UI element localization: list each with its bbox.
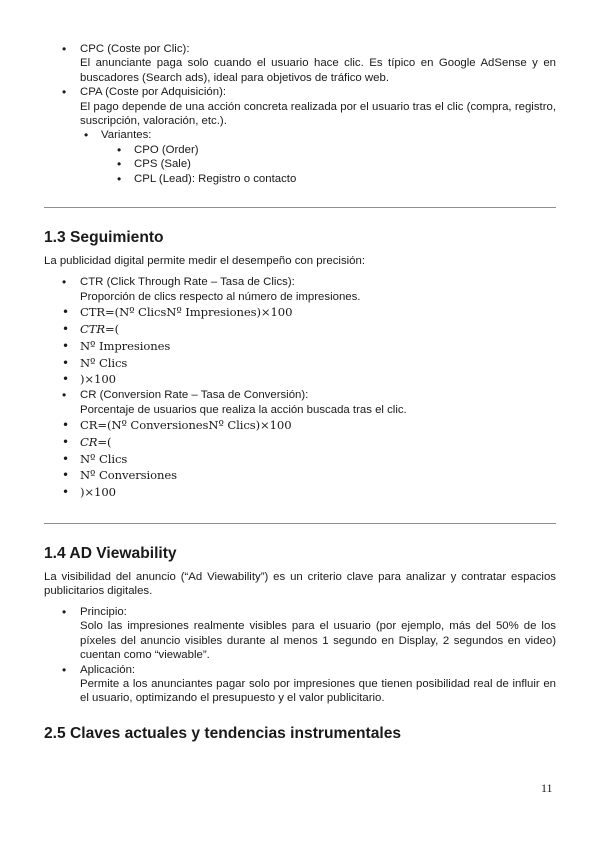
ctr-formula-fragment: • )×100	[44, 371, 556, 388]
section-divider	[44, 523, 556, 524]
aplicacion-term: Aplicación:	[80, 663, 136, 676]
ctr-formula-fragment: • Nº Clics	[44, 355, 556, 372]
cr-paren: =(	[97, 434, 112, 449]
pricing-model-list	[44, 42, 556, 186]
cpa-description: El pago depende de una acción concreta realizada por el usuario tras el clic (compra, registro, suscripción, valoración, etc.).	[80, 100, 556, 128]
cr-term: CR (Conversion Rate – Tasa de Conversión):	[80, 389, 309, 402]
cr-formula-fragment	[44, 434, 556, 451]
list-item-cpc	[44, 42, 556, 85]
cr-description: Porcentaje de usuarios que realiza la acción buscada tras el clic.	[80, 403, 407, 416]
ctr-description: Proporción de clics respecto al número de impresiones.	[80, 290, 361, 303]
variants-list	[80, 128, 556, 186]
principio-term: Principio:	[80, 605, 127, 618]
viewability-list	[44, 605, 556, 706]
ctr-italic-symbol: CTR	[80, 322, 106, 337]
ctr-paren: =(	[105, 322, 120, 337]
document-page	[44, 42, 556, 744]
list-item-cr	[44, 388, 556, 417]
section-divider	[44, 207, 556, 208]
cr-italic-symbol: CR	[80, 434, 98, 449]
section-1-4-intro: La visibilidad del anuncio (“Ad Viewability”) es un criterio clave para analizar y contratar espacios publicitarios digitales.	[44, 571, 556, 598]
cr-formula-fragment: • )×100	[44, 484, 556, 501]
cr-formula-fragment: • Nº Conversiones	[44, 467, 556, 484]
cr-formula-fragment: • Nº Clics	[44, 451, 556, 468]
ctr-formula: • CTR=(Nº ClicsNº Impresiones)×100	[44, 304, 556, 321]
ctr-formula-fragment	[44, 321, 556, 338]
cpa-term: CPA (Coste por Adquisición):	[80, 86, 227, 99]
metrics-list	[44, 275, 556, 501]
cr-formula: • CR=(Nº ConversionesNº Clics)×100	[44, 417, 556, 434]
variants-label: Variantes:	[101, 129, 152, 142]
principio-description: Solo las impresiones realmente visibles para el usuario (por ejemplo, más del 50% de los píxeles del anuncio visibles durante al menos 1 segundo en Display, 2 segundos en video) cuentan como “viewable”.	[80, 620, 556, 662]
section-heading-1-3: 1.3 Seguimiento	[44, 229, 164, 247]
cpc-description: El anunciante paga solo cuando el usuario hace clic. Es típico en Google AdSense y en buscadores (Search ads), ideal para objetivos de tráfico web.	[80, 57, 556, 84]
aplicacion-description: Permite a los anunciantes pagar solo por impresiones que tienen posibilidad real de influir en el usuario, optimizando el presupuesto y el valor publicitario.	[80, 677, 556, 705]
section-1-3-intro: La publicidad digital permite medir el desempeño con precisión:	[44, 255, 366, 268]
variant-item: • CPS (Sale)	[101, 157, 556, 171]
list-item-ctr	[44, 275, 556, 304]
ctr-term: CTR (Click Through Rate – Tasa de Clics):	[80, 276, 295, 289]
list-item-principio	[44, 605, 556, 663]
cpc-term: CPC (Coste por Clic):	[80, 43, 190, 55]
variant-item: • CPL (Lead): Registro o contacto	[101, 172, 556, 186]
section-heading-1-4: 1.4 AD Viewability	[44, 545, 177, 563]
ctr-formula-fragment: • Nº Impresiones	[44, 338, 556, 355]
list-item-aplicacion	[44, 663, 556, 706]
list-item-variants	[66, 128, 556, 186]
page-number: 11	[541, 781, 553, 795]
section-heading-2-5: 2.5 Claves actuales y tendencias instrumentales	[44, 724, 402, 742]
variants-sublist	[101, 143, 556, 186]
variant-item: • CPO (Order)	[101, 143, 556, 157]
list-item-cpa	[44, 85, 556, 186]
